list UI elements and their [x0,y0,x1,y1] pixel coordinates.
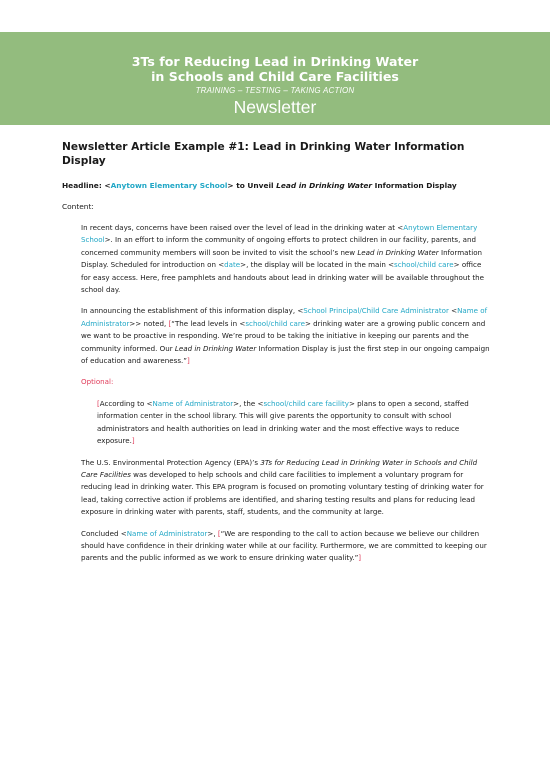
p5-text-a: Concluded < [81,528,127,538]
p3-text-b: >, the < [233,398,264,408]
p2-text-e: > drinking water are a growing public concern and we want to be proactive in responding. We’re proud to be taking the initiative in keeping our parents and the community informed. Our [81,318,486,353]
p1-text-c: Information Display. Scheduled for introduction on < [81,247,483,270]
headline-line [62,180,492,192]
headline-label: Headline: [62,181,102,190]
paragraph-5 [81,528,492,565]
p2-text-a: In announcing the establishment of this information display, < [81,306,304,316]
optional-label: Optional: [81,377,114,387]
article-title: Newsletter Article Example #1: Lead in Drinking Water Information Display [62,141,465,167]
paragraph-3-optional [97,398,492,448]
p2-text-c: >> noted, [129,318,169,328]
headline-ph-open: < [104,181,111,190]
p4-text-a: The U.S. Environmental Protection Agency (EPA)’s [81,457,261,467]
p5-text-c: “We are responding to the call to action because we believe our children should have confidence in their drinking water while at our facility. Furthermore, we are committed to keeping our parents and the public informed as we work to ensure drinking water quality.” [81,528,487,563]
p4-text-b: was developed to help schools and child care facilities to implement a voluntary program for reducing lead in drinking water. This EPA program is focused on promoting voluntary testing of drinking water for lead, taking corrective action if problems are identified, and sharing testing results and plans for reducing lead exposure in drinking water with parents, staff, students, and the community at large. [81,469,484,517]
p2-text-f: Information Display is just the first step in our ongoing campaign of education and awareness.” [81,343,490,366]
content-label: Content: [62,202,94,211]
headline-end: Information Display [372,181,457,190]
p4-italic: 3Ts for Reducing Lead in Drinking Water in Schools and Child Care Facilities [81,457,478,479]
header-title-line1: 3Ts for Reducing Lead in Drinking Water [131,54,419,69]
bracket-close: ] [358,553,362,563]
placeholder-facility-type: school/child care [394,260,454,270]
header-tagline: TRAINING – TESTING – TAKING ACTION [195,86,355,95]
article-body [62,140,492,574]
placeholder-administrator-name: Name of Administrator [126,528,208,538]
bracket-close: ] [186,356,190,366]
bracket-open: [ [217,528,221,538]
headline-mid: to Unveil [233,181,277,190]
p1-text-a: In recent days, concerns have been raised over the level of lead in the drinking water at < [81,223,404,232]
p3-text-c: > plans to open a second, staffed information center in the school library. This will give parents the opportunity to consult with school administrators and health authorities on lead in drinking water and the most effective ways to reduce exposure. [97,398,469,446]
paragraph-4 [81,457,492,519]
p1-text-b: >. In an effort to inform the community of ongoing efforts to protect children in our facility, parents, and concerned community members will soon be invited to visit the school’s new [81,235,476,257]
p1-italic: Lead in Drinking Water [357,247,439,257]
p1-text-d: >, the display will be located in the main < [240,260,395,270]
placeholder-facility: school/child care facility [263,398,349,408]
placeholder-principal-title: School Principal/Child Care Administrator [303,306,449,316]
p3-text-a: According to < [99,398,153,408]
p2-text-b: < [448,306,458,316]
placeholder-administrator-name: Name of Administrator [81,306,488,328]
headline-italic: Lead in Drinking Water [276,181,373,190]
placeholder-facility-type: school/child care [245,318,305,328]
p5-text-b: >, [207,528,218,538]
header-banner [0,32,550,125]
p1-text-e: > office for easy access. Here, free pamphlets and handouts about lead in drinking water will be available throughout the school day. [81,260,485,295]
header-title-line2: in Schools and Child Care Facilities [151,69,399,84]
bracket-close: ] [131,436,135,446]
paragraph-2 [81,305,492,367]
placeholder-school-name: Anytown Elementary School [110,181,228,190]
paragraph-1 [81,222,492,296]
p2-italic: Lead in Drinking Water [174,343,257,353]
bracket-open: [ [168,318,172,328]
p2-text-d: “The lead levels in < [171,318,246,328]
placeholder-date: date [224,260,241,270]
placeholder-school-name: Anytown Elementary School [81,223,478,245]
headline-ph-close: > [227,181,234,190]
placeholder-administrator-name: Name of Administrator [152,398,234,408]
bracket-open: [ [97,398,100,408]
header-doc-type: Newsletter [233,97,317,117]
